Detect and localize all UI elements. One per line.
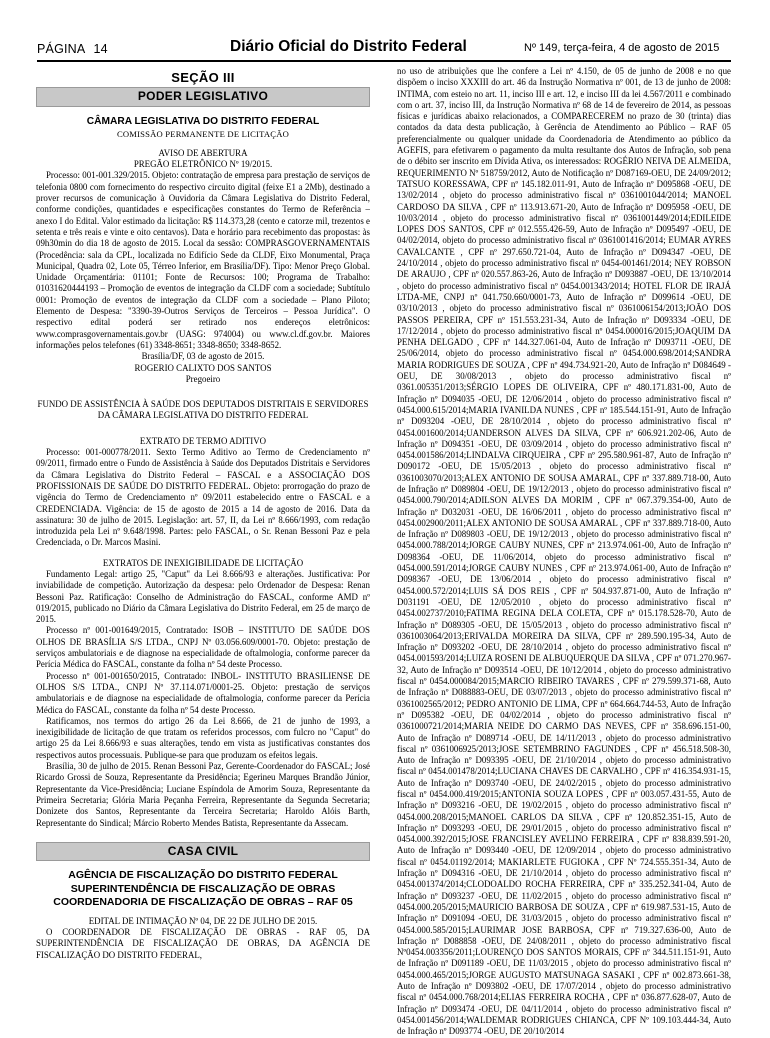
agency-heading <box>36 869 370 910</box>
chamber-heading: CÂMARA LEGISLATIVA DO DISTRITO FEDERAL <box>86 115 320 127</box>
inex-paragraph-2: Processo nº 001-001649/2015, Contratado: ISOB – INSTITUTO DE SAÚDE DOS OLHOS DE BRASÍLIA S/S LTDA., CNPJ Nº 03.056.609/0001-70. Objeto: prestação de serviços ambulatoriais e de diagnose na especialidade de oftalmologia, conforme parecer da Perícia Médica do FASCAL, constante da folha nº 54 deste Processo. <box>36 625 370 670</box>
casa-civil-heading: CASA CIVIL <box>36 842 370 861</box>
inex-paragraph-5: Brasília, 30 de julho de 2015. Renan Bessoni Paz, Gerente-Coordenador do FASCAL; José Ricardo Grossi de Souza, Representante da Presidência; Egerineu Marques Brandão Júnior, Representante da Vice-Presidência; Luciane Espíndola de Amorim Souza, Representante da Primeira Secretaria; Glória Maria Peçanha Ferreira, Representante da Segunda Secretaria; Donizete dos Santos, Representante da Terceira Secretaria; Haroldo Alóis Barth, Representante do Sindical; Márcio Roberto Mendes Batista, Representante da Assecam. <box>36 761 370 828</box>
edital-title: EDITAL DE INTIMAÇÃO Nº 04, DE 22 DE JULHO DE 2015. <box>88 915 318 926</box>
spacer <box>36 549 370 558</box>
inex-paragraph-1: Fundamento Legal: artigo 25, "Caput" da Lei 8.666/93 e alterações. Justificativa: Por inviabilidade de competição. Autorização da despesa: pelo Ordenador de Despesa: Renan Bessoni Paz. Ratificação: Conselho de Administração do FASCAL, conforme AMD nº 019/2015, publicado no Diário da Câmara Legislativa do Distrito Federal, em 25 de março de 2015. <box>36 568 370 625</box>
left-column <box>36 66 370 1018</box>
fascal-heading: FUNDO DE ASSISTÊNCIA À SAÚDE DOS DEPUTADOS DISTRITAIS E SERVIDORES DA CÂMARA LEGISLATIVA DO DISTRITO FEDERAL <box>37 399 369 421</box>
extrato-title: EXTRATO DE TERMO ADITIVO <box>139 435 267 446</box>
intimation-body: no uso de atribuições que lhe confere a Lei nº 4.150, de 05 de junho de 2008 e no que dispõem o inciso XXXIII do art. 46 da Instrução Normativa nº 001, de 13 de junho de 2008: INTIMA, com esteio no art. 11, inciso III e art. 12, e inciso III da lei 4.567/2011 e combinado com o art. 37, inciso III, da Instrução Normativa nº 68 de 14 de fevereiro de 2014, as pessoas físicas e jurídicas abaixo relacionados, a COMPARECEREM no prazo de 30 (trinta) dias contados da data desta publicação, à Gerência de Atendimento ao Público – RAF 05 preferencialmente ou qualquer unidade da Coordenadoria de Atendimento ao público da AGEFIS, para efetivarem o pagamento da multa resultante dos Autos de Infração, sob pena de o débito ser inscrito em Dívida Ativa, os interessados: ROGÉRIO NEIVA DE ALMEIDA, REQUERIMENTO Nº 518759/2012, Auto de Notificação nº D087169-OEU, DE 24/09/2012; TATSUO KORESSAWA, CPF nº 145.182.011-91, Auto de Infração nº D095868 -OEU, DE 13/02/2014 , objeto do processo administrativo fiscal nº 0361001044/2014; MANOEL CARDOSO DA SILVA , CPF nº 113.913.671-20, Auto de Infração nº D095958 -OEU, DE 10/03/2014 , objeto do processo administrativo fiscal nº 0361001449/2014;EDILEIDE LOPES DOS SANTOS, CPF nº 012.555.426-59, Auto de Infração nº D095497 -OEU, DE 04/02/2014, objeto do processo administrativo fiscal nº 0361001416/2014; EUMAR AYRES CAVALCANTE , CPF nº 297.650.721-04, Auto de Infração nº D094347 -OEU, DE 24/10/2014 , objeto do processo administrativo fiscal nº 0454-001461/2014; NEY ROBSON DE ARAUJO , CPF nº 020.557.863-26, Auto de Infração nº D093887 -OEU, DE 13/10/2014 , objeto do processo administrativo fiscal nº 0454.001343/2014; HOTEL FLOR DE IRAJÁ LTDA-ME, CNPJ nº 041.750.660/0001-73, Auto de Infração nº D099614 -OEU, DE 03/10/2013 , objeto do processo administrativo fiscal nº 0361006154/2013;JOÃO DOS PASSOS PEREIRA, CPF nº 151.553.231-34, Auto de Infração nº D093334 -OEU, DE 17/12/2014 , objeto do processo administrativo fiscal nº 0454.000016/2015;JOAQUIM DA PENHA DELGADO , CPF nº 144.327.061-04, Auto de Infração nº D093711 -OEU, DE 25/06/2014, objeto do processo administrativo fiscal nº 0454.000.698/2014;SANDRA MARIA RODRIGUES DE SOUZA , CPF nº 494.734.921-20, Auto de Infração nº D084649 -OEU, DE 30/08/2013 , objeto do processo administrativo fiscal nº 0361.005351/2013;SÉRGIO LOPES DE OLIVEIRA, CPF nº 480.171.831-00, Auto de Infração nº D094035 -OEU, DE 12/06/2014 , objeto do processo administrativo fiscal nº 0454.000.615/2014;MARIA IVANILDA NUNES , CPF nº 185.544.151-91, Auto de Infração nº D093204 -OEU, DE 28/10/2014 , objeto do processo administrativo fiscal nº 0454.001600/2014;UANDERSON ALVES DA SILVA, CPF nº 606.921.202-06, Auto de Infração nº D094351 -OEU, DE 03/09/2014 , objeto do processo administrativo fiscal nº 0454.001586/2014;LINDALVA CIRQUEIRA , CPF nº 295.580.961-87, Auto de Infração nº D090172 -OEU, DE 15/05/2013 , objeto do processo administrativo fiscal nº 0361003070/2013;ALEX ANTONIO DE SOUSA AMARAL, CPF nº 337.889.718-00, Auto de Infração nº D089804 -OEU, DE 19/12/2013 , objeto do processo administrativo fiscal nº 0454.000.790/2014;ADILSON ALVES DA MORIM , CPF nº 067.379.354-00, Auto de Infração nº D032031 -OEU, DE 16/06/2011 , objeto do processo administrativo fiscal nº 0454.002900/2011;ALEX ANTONIO DE SOUSA AMARAL , CPF nº 337.889.718-00, Auto de Infração nº D089803 -OEU, DE 19/12/2013 , objeto do processo administrativo fiscal nº 0454.000.788/2014;JORGE CAUBY NUNES, CPF nº 213.974.061-00, Auto de Infração nº D098364 -OEU, DE 11/06/2014, objeto do processo administrativo fiscal nº 0454.000.591/2014;JORGE CAUBY NUNES , CPF nº 213.974.061-00, Auto de Infração nº D098367 -OEU, DE 13/06/2014 , objeto do processo administrativo fiscal nº 0454.000.572/2014;LUIS SÁ DOS REIS , CPF nº 504.937.871-00, Auto de Infração nº D031191 -OEU, DE 12/05/2010 , objeto do processo administrativo fiscal nº 0454.002737/2010;FATIMA REGINA DELA COLETA, CPF nº 015.178.528-70, Auto de Infração nº D089305 -OEU, DE 15/05/2013 , objeto do processo administrativo fiscal nº 0361003064/2013;ERIVALDA MOREIRA DA SILVA, CPF nº 289.590.195-34, Auto de Infração nº D093202 -OEU, DE 28/10/2014 , objeto do processo administrativo fiscal nº 0454.001593/2014;LUIZA ROSENI DE ALBUQUERQUE DA SILVA , CPF nº 071.270.967-32, Auto de Infração nº D093514 -OEU, DE 10/12/2014 , objeto do processo administrativo fiscal nº 0454.000084/2015;MARCIO RIBEIRO TAVARES , CPF nº 279.599.371-68, Auto de Infração nº D088883-OEU, DE 03/07/2013 , objeto do processo administrativo fiscal nº 0361002565/2012; PEDRO ANTONIO DE LIMA, CPF nº 664.664.744-53, Auto de Infração nº D095382 -OEU, DE 04/02/2014 , objeto do processo administrativo fiscal nº 0361000721/2014;MARIA NEIDE DO CARMO DAS NEVES, CPF nº 358.696.151-00, Auto de Infração nº D089714 -OEU, DE 14/11/2013 , objeto do processo administrativo fiscal nº 0361006925/2013;JOSE SETEMBRINO FAGUNDES , CPF nº 456.518.508-30, Auto de Infração nº D093395 -OEU, DE 21/10/2014 , objeto do processo administrativo fiscal nº 0454.001478/2014;LUCIANA CHAVES DE CARVALHO , CPF nº 416.354.931-15, Auto de Infração nº D093740 -OEU, DE 24/02/2015 , objeto do processo administrativo fiscal nº 0454.000.419/2015;ANTONIA SOUZA LOPES , CPF nº 003.057.431-55, Auto de Infração nº D093216 -OEU, DE 19/02/2015 , objeto do processo administrativo fiscal nº 0454.000.208/2015;MANOEL CARLOS DA SILVA , CPF nº 120.852.351-15, Auto de Infração nº D093293 -OEU, DE 29/01/2015 , objeto do processo administrativo fiscal nº 0454.000.392/2015;JOSE FRANCISLEY AVELINO FERREIRA , CPF nº 838.839.591-20, Auto de Infração nº D093440 -OEU, DE 12/09/2014 , objeto do processo administrativo fiscal nº 0454.01192/2014; MAKIARLETE FUGIOKA , CPF Nº 724.555.351-34, Auto de Infração nº D094316 -OEU, DE 21/10/2014 , objeto do processo administrativo fiscal nº 0454.001374/2014;CLODOALDO ROCHA FERREIRA, CPF nº 335.252.341-04, Auto de Infração nº D093237 -OEU, DE 11/02/2015 , objeto do processo administrativo fiscal nº 0454.000.205/2015;MAURICIO BARBOSA DE SOUZA , CPF nº 619.987.531-15, Auto de Infração nº D091094 -OEU, DE 31/03/2015 , objeto do processo administrativo fiscal nº 0454.000.585/2015;LAURIMAR JOSE BARBOSA, CPF nº 719.327.636-00, Auto de Infração nº D088858 -OEU, DE 24/08/2011 , objeto do processo administrativo fiscal Nº0454.003356/2011;LOURENÇO DOS SANTOS MORAIS, CPF nº 344.511.151-91, Auto de Infração nº D091189 -OEU, DE 11/03/2015 , objeto do processo administrativo fiscal nº 0454.000.465/2015;JORGE AUGUSTO MATSUNAGA SASAKI , CPF nº 002.873.661-38, Auto de Infração nº D093802 -OEU, DE 17/07/2014 , objeto do processo administrativo fiscal nº 0454.000.768/2014;ELIAS FERREIRA ROCHA , CPF nº 036.877.628-07, Auto de Infração nº D093474 -OEU, DE 04/11/2014 , objeto do processo administrativo fiscal nº 0454.001456/2014;WALDEMAR RODRIGUES CHIANCA, CPF Nº 109.103.444-34, Auto de Infração nº D093774 -OEU, DE 20/10/2014 <box>397 66 731 1037</box>
power-heading: PODER LEGISLATIVO <box>36 87 370 106</box>
edition-info: Nº 149, terça-feira, 4 de agosto de 2015 <box>524 42 720 54</box>
page-number: 14 <box>93 42 108 56</box>
extrato-body: Processo: 001-000778/2011. Sexto Termo Aditivo ao Termo de Credenciamento nº 09/2011, firmado entre o Fundo de Assistência à Saúde dos Deputados Distritais e Servidores da Câmara Legislativa do Distrito Federal – FASCAL e a ASSOCIAÇÃO DOS PROFISSIONAIS DE SAÚDE DO DISTRITO FEDERAL. Objeto: prorrogação do prazo de vigência do Termo de Credenciamento nº 09/2011 estabelecido entre o FASCAL e a CREDENCIADA. Vigência: de 15 de agosto de 2015 a 14 de agosto de 2016. Data da assinatura: 30 de julho de 2015. Legislação: art. 57, II, da Lei nº 8.666/1993, com redação introduzida pela Lei nº 9.648/1998. Partes: pelo FASCAL, o Sr. Renan Bessoni Paz e pela Credenciada, o Dr. Marcos Masini. <box>36 447 370 548</box>
section-title: SEÇÃO III <box>171 70 235 85</box>
page-label-text: PÁGINA <box>37 42 86 56</box>
agency-subheading-1: SUPERINTENDÊNCIA DE FISCALIZAÇÃO DE OBRAS <box>70 882 336 895</box>
aviso-date: Brasília/DF, 03 de agosto de 2015. <box>141 351 265 362</box>
edital-body: O COORDENADOR DE FISCALIZAÇÃO DE OBRAS - RAF 05, DA SUPERINTENDÊNCIA DE FISCALIZAÇÃO DE OBRAS, DA AGÊNCIA DE FISCALIZAÇÃO DO DISTRITO FEDERAL, <box>36 926 370 960</box>
inex-paragraph-3: Processo nº 001-001650/2015, Contratado: INBOL- INSTITUTO BRASILIENSE DE OLHOS S/S LTDA., CNPJ Nº 37.114.071/0001-25. Objeto: prestação de serviços ambulatoriais e de diagnose na especialidade de oftalmologia, conforme parecer da Perícia Médica do FASCAL, constante da folha nº 54 deste Processo. <box>36 670 370 715</box>
inex-title: EXTRATOS DE INEXIGIBILIDADE DE LICITAÇÃO <box>102 557 304 568</box>
aviso-signer: ROGERIO CALIXTO DOS SANTOS <box>134 362 272 373</box>
aviso-subtitle: PREGÃO ELETRÔNICO Nº 19/2015. <box>133 159 273 170</box>
spacer <box>36 422 370 436</box>
aviso-title: AVISO DE ABERTURA <box>158 147 248 158</box>
agency-name: AGÊNCIA DE FISCALIZAÇÃO DO DISTRITO FEDERAL <box>68 869 338 882</box>
newspaper-title: Diário Oficial do Distrito Federal <box>230 38 467 55</box>
commission-heading: COMISSÃO PERMANENTE DE LICITAÇÃO <box>116 128 290 139</box>
page-label <box>37 42 108 56</box>
spacer <box>36 385 370 399</box>
agency-subheading-2: COORDENADORIA DE FISCALIZAÇÃO DE OBRAS – RAF 05 <box>53 896 353 909</box>
aviso-body: Processo: 001-001.329/2015. Objeto: contratação de empresa para prestação de serviços de telefonia 0800 com fornecimento do respectivo circuito digital (feixe E1 a 2Mb), destinado a prover recursos de comunicação à Ouvidoria da Câmara Legislativa do Distrito Federal, conforme condições, quantidades e especificações constantes do Termo de Referência – anexo I do Edital. Valor estimado da licitação: R$ 114.373,28 (cento e catorze mil, trezentos e setenta e três reais e vinte e oito centavos). Data e horário para recebimento das propostas: às 09h30min do dia 18 de agosto de 2015. Local da sessão: COMPRASGOVERNAMENTAIS (Procedência: sala da CPL, localizada no Edifício Sede da CLDF, Eixo Monumental, Praça Municipal, Quadra 02, Lote 05, Térreo Inferior, em Brasília/DF). Tipo: Menor Preço Global. Unidade Orçamentária: 01101; Fonte de Recursos: 100; Programa de Trabalho: 01031620444193 – Promoção de eventos de integração da CLDF com a sociedade; Subtítulo 0001: Promoção de eventos de integração da CLDF com a sociedade – Plano Piloto; Elemento de Despesa: "3390-39-Outros Serviços de Terceiros – Pessoa Jurídica". O respectivo edital poderá ser retirado nos endereços eletrônicos: www.comprasgovernamentais.gov.br (UASG: 974004) ou www.cl.df.gov.br. Maiores informações pelos telefones (61) 3348-8651; 3348-8650; 3348-8652. <box>36 170 370 350</box>
right-column <box>397 66 731 1037</box>
header-rule <box>37 60 731 62</box>
aviso-role: Pregoeiro <box>185 373 221 384</box>
spacer <box>36 829 370 838</box>
inex-paragraph-4: Ratificamos, nos termos do artigo 26 da Lei 8.666, de 21 de junho de 1993, a inexigibilidade de licitação de que tratam os referidos processos, com fulcro no "Caput" do artigo 25 da Lei 8.666/93 e suas alterações, tendo em vista as justificativas constantes dos respectivos autos processuais. Publique-se para que produzam os efeitos legais. <box>36 715 370 760</box>
